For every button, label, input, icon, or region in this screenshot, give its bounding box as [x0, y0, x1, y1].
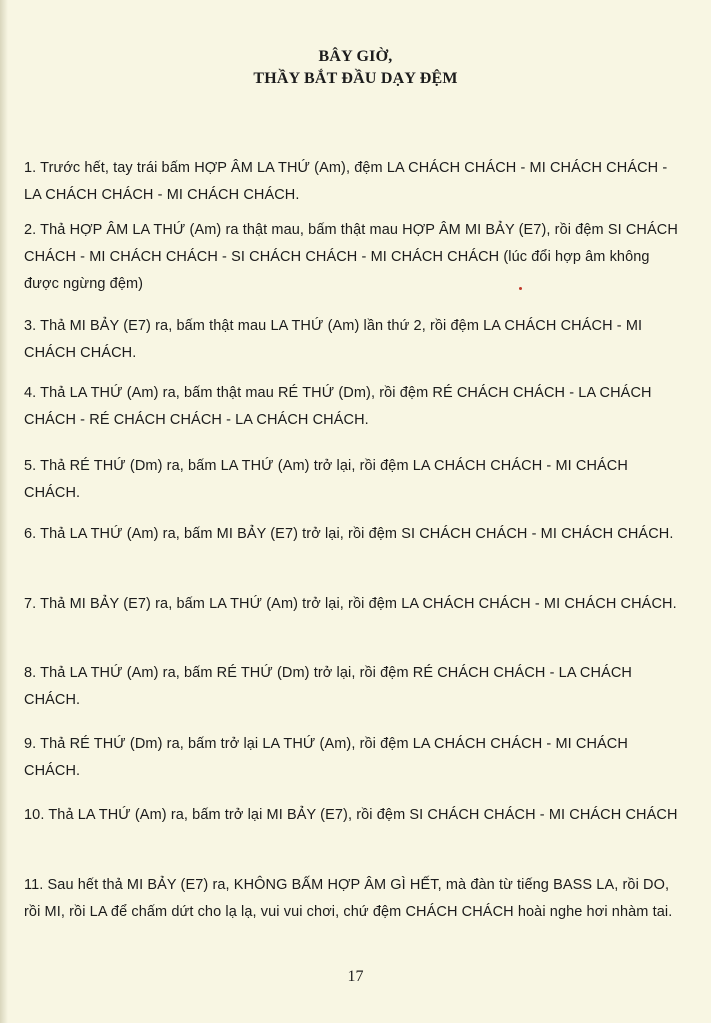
- page-title-line-2: THẦY BẮT ĐẦU DẠY ĐỆM: [253, 70, 458, 87]
- ink-speck: [519, 287, 522, 290]
- instruction-step-10: 10. Thả LA THỨ (Am) ra, bấm trở lại MI BẢY (E7), rồi đệm SI CHÁCH CHÁCH - MI CHÁCH CHÁCH: [24, 807, 678, 823]
- instruction-step-2: 2. Thả HỢP ÂM LA THỨ (Am) ra thật mau, bấm thật mau HỢP ÂM MI BẢY (E7), rồi đệm SI CHÁCH CHÁCH - MI CHÁCH CHÁCH - SI CHÁCH CHÁCH - MI CHÁCH CHÁCH (lúc đổi hợp âm không được ngừng đệm): [24, 222, 678, 292]
- instruction-step-8: 8. Thả LA THỨ (Am) ra, bấm RÉ THỨ (Dm) trở lại, rồi đệm RÉ CHÁCH CHÁCH - LA CHÁCH CHÁCH.: [24, 665, 632, 708]
- instruction-step-4: 4. Thả LA THỨ (Am) ra, bấm thật mau RÉ THỨ (Dm), rồi đệm RÉ CHÁCH CHÁCH - LA CHÁCH CHÁCH - RÉ CHÁCH CHÁCH - LA CHÁCH CHÁCH.: [24, 385, 652, 428]
- instruction-step-9: 9. Thả RÉ THỨ (Dm) ra, bấm trở lại LA THỨ (Am), rồi đệm LA CHÁCH CHÁCH - MI CHÁCH CHÁCH.: [24, 736, 628, 779]
- instruction-step-1: 1. Trước hết, tay trái bấm HỢP ÂM LA THỨ (Am), đệm LA CHÁCH CHÁCH - MI CHÁCH CHÁCH - LA CHÁCH CHÁCH - MI CHÁCH CHÁCH.: [24, 160, 668, 203]
- page-spine-shadow: [0, 0, 8, 1023]
- instruction-step-3: 3. Thả MI BẢY (E7) ra, bấm thật mau LA THỨ (Am) lần thứ 2, rồi đệm LA CHÁCH CHÁCH - MI CHÁCH CHÁCH.: [24, 318, 643, 361]
- instruction-step-6: 6. Thả LA THỨ (Am) ra, bấm MI BẢY (E7) trở lại, rồi đệm SI CHÁCH CHÁCH - MI CHÁCH CHÁCH.: [24, 526, 674, 542]
- instruction-step-11: 11. Sau hết thả MI BẢY (E7) ra, KHÔNG BẤM HỢP ÂM GÌ HẾT, mà đàn từ tiếng BASS LA, rồi DO, rồi MI, rồi LA để chấm dứt cho lạ lạ, vui vui chơi, chứ đệm CHÁCH CHÁCH hoài nghe hơi nhàm tai.: [24, 877, 673, 920]
- page-number: 17: [347, 968, 364, 985]
- instruction-step-7: 7. Thả MI BẢY (E7) ra, bấm LA THỨ (Am) trở lại, rồi đệm LA CHÁCH CHÁCH - MI CHÁCH CHÁCH.: [24, 596, 677, 612]
- page-title-line-1: BÂY GIỜ,: [318, 48, 393, 65]
- instruction-step-5: 5. Thả RÉ THỨ (Dm) ra, bấm LA THỨ (Am) trở lại, rồi đệm LA CHÁCH CHÁCH - MI CHÁCH CHÁCH.: [24, 458, 628, 501]
